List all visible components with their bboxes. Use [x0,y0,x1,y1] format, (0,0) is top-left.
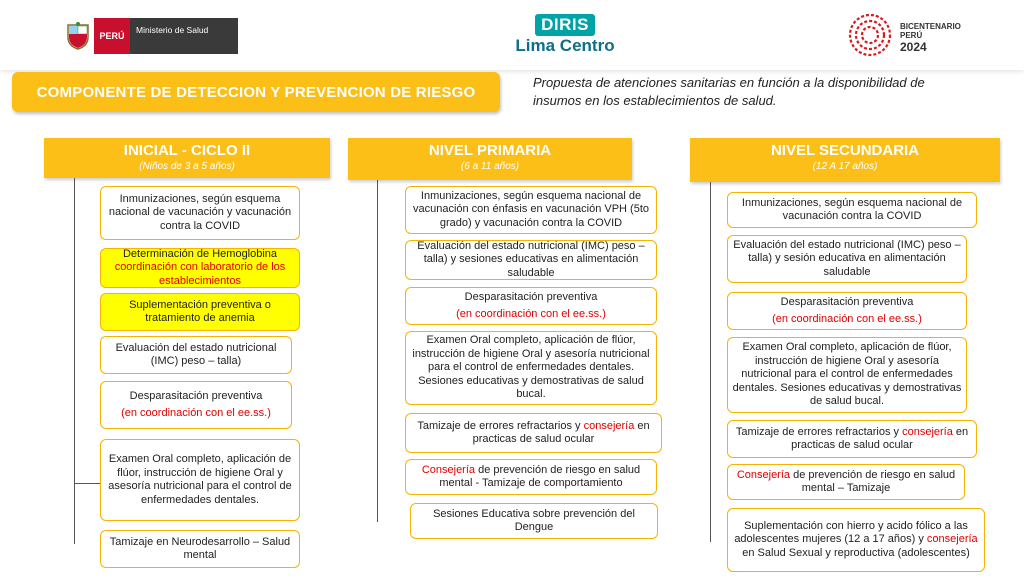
item-inicial-2 [100,248,300,288]
item-text-part: Tamizaje de errores refractarios y [417,419,584,432]
item-inicial-7 [100,530,300,568]
item-text-red: consejería [926,533,978,546]
item-secundaria-4 [727,337,967,413]
item-text: Evaluación del estado nutricional (IMC) peso – talla) [115,341,277,367]
item-secundaria-2 [727,235,967,283]
level-title: INICIAL - CICLO II [123,142,251,159]
item-text: Inmunizaciones, según esquema nacional de vacunación con énfasis en vacunación VPH (5to grado) y vacunación contra la COVID [412,189,650,229]
item-text [732,520,980,561]
item-secundaria-1 [727,192,977,228]
item-text-part: Suplementación con hierro y acido fólico a las adolescentes mujeres (12 a 17 años) y [734,519,968,546]
item-text: Examen Oral completo, aplicación de flúor, instrucción de higiene Oral y asesoría nutricional para el control de enfermedades dentales. Sesiones educativas y demostrativas de salud bucal. [412,334,650,401]
item-text-red: (en coordinación con el ee.ss.) [121,407,271,419]
connector-branch [74,483,100,484]
item-text: Determinación de Hemoglobina [122,247,278,260]
item-secundaria-5 [727,420,977,458]
item-secundaria-3 [727,292,967,330]
level-age-range: (12 A 17 años) [812,161,878,172]
item-inicial-6 [100,439,300,521]
item-text [732,469,960,496]
proposal-text: Propuesta de atenciones sanitarias en función a la disponibilidad de insumos en los establecimientos de salud. [533,75,925,108]
item-text-part: en Salud Sexual y reproductiva (adolescentes) [742,546,970,559]
item-text-red: Consejería [421,463,476,476]
item-primaria-4 [405,331,657,405]
level-age-range: (Niños de 3 a 5 años) [139,161,235,172]
item-primaria-7 [410,503,658,539]
connector-line [710,182,711,542]
item-text-part: en practicas de salud ocular [472,419,650,445]
item-text-red: (en coordinación con el ee.ss.) [456,308,606,320]
item-text-red: consejería [902,425,953,438]
peru-label: PERÚ [94,18,130,54]
bicentenario-line2: PERÚ [900,31,923,40]
item-primaria-6 [405,459,657,495]
item-text: Tamizaje en Neurodesarrollo – Salud mental [109,535,291,561]
item-text [732,426,972,453]
level-header-inicial [44,138,330,178]
component-title: COMPONENTE DE DETECCION Y PREVENCION DE RIESGO [12,72,500,112]
item-secundaria-7 [727,508,985,572]
item-secundaria-6 [727,464,965,500]
item-text: Sesiones Educativa sobre prevención del Dengue [433,507,635,533]
item-text-red: consejería [583,419,635,432]
item-text-red: (en coordinación con el ee.ss.) [772,313,922,325]
ministry-logo [62,18,238,54]
item-primaria-5 [405,413,662,453]
level-header-secundaria [690,138,1000,182]
item-text [410,420,657,447]
item-inicial-5 [100,381,292,429]
connector-line [74,178,75,544]
item-primaria-3 [405,287,657,325]
ministry-label: Ministerio de Salud [130,18,238,54]
bicentenario-text [900,22,961,54]
item-text-red: coordinación con laboratorio de los establecimientos [114,261,286,287]
level-title: NIVEL SECUNDARIA [770,142,920,159]
bicentenario-year: 2024 [900,40,927,54]
item-primaria-2 [405,240,657,280]
bicentenario-line1: BICENTENARIO [900,22,961,31]
level-title: NIVEL PRIMARIA [428,142,552,159]
diris-logo [500,14,630,56]
item-text-red: Consejería [736,468,791,481]
item-inicial-3 [100,293,300,331]
item-inicial-4 [100,336,292,374]
item-text: Examen Oral completo, aplicación de flúor, instrucción de higiene Oral y asesoría nutricional para el control de enfermedades dentales. [108,453,292,506]
bicentenario-emblem-icon [846,12,894,58]
connector-line [377,180,378,522]
item-text-part: Tamizaje de errores refractarios y [735,425,903,438]
item-text-part: de prevención de riesgo en salud mental - Tamizaje de comportamiento [439,463,641,489]
level-header-primaria [348,138,632,180]
item-text: Desparasitación preventiva [464,290,598,303]
item-inicial-1 [100,186,300,240]
item-text: Suplementación preventiva o tratamiento de anemia [129,298,271,324]
coat-of-arms-icon [62,18,94,54]
level-age-range: (6 a 11 años) [460,161,520,172]
item-text: Evaluación del estado nutricional (IMC) peso – talla) y sesiones educativas en alimentación saludable [417,239,645,279]
item-text: Examen Oral completo, aplicación de flúor, instrucción de higiene Oral y asesoría nutricional para el control de enfermedades dentales. Sesiones educativas y demostrativas de salud bucal. [732,341,962,408]
item-text-part: en practicas de salud ocular [791,425,969,451]
item-text: Evaluación del estado nutricional (IMC) peso – talla) y sesión educativa en alimentación saludable [733,238,961,278]
item-text: Inmunizaciones, según esquema nacional de vacunación y vacunación contra la COVID [108,192,292,232]
item-text [410,464,652,491]
diris-logo-bottom: Lima Centro [515,36,615,55]
diris-logo-top: DIRIS [535,14,595,36]
item-primaria-1 [405,186,657,234]
item-text: Inmunizaciones, según esquema nacional de vacunación contra la COVID [741,196,963,222]
item-text: Desparasitación preventiva [129,389,263,402]
item-text-part: de prevención de riesgo en salud mental – Tamizaje [790,468,956,494]
bicentenario-logo [846,12,996,58]
item-text: Desparasitación preventiva [780,295,914,308]
